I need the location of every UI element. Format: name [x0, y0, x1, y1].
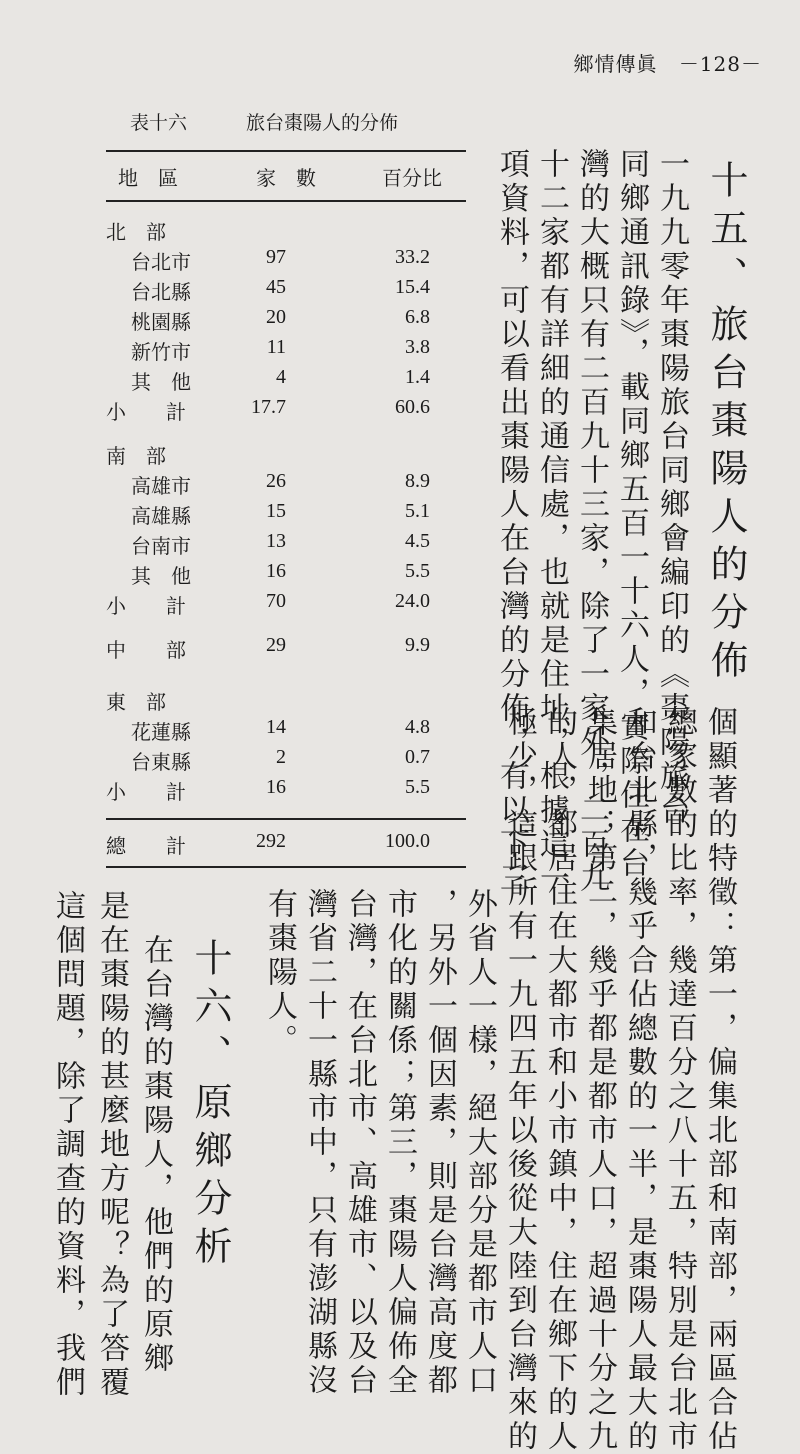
row-count: 292	[256, 830, 286, 852]
row-label: 其 他	[131, 370, 191, 394]
text-column: 台灣，在台北市、高雄市、以及台	[342, 888, 377, 1398]
row-label: 其 他	[131, 564, 191, 588]
row-count: 20	[266, 306, 286, 328]
row-count: 11	[266, 336, 286, 358]
row-percent: 24.0	[395, 590, 430, 612]
text-column: 外省人一樣，絕大部分是都市人口	[462, 888, 497, 1398]
table-bottom-rule	[106, 866, 466, 868]
row-label: 花蓮縣	[131, 720, 191, 744]
table-caption	[130, 108, 460, 135]
table-title: 旅台棗陽人的分佈	[246, 112, 399, 134]
table-row	[106, 776, 476, 806]
row-count: 29	[266, 634, 286, 656]
table-header-rule	[106, 200, 466, 202]
col-header-pct: 百分比	[382, 166, 442, 190]
table-row	[106, 830, 476, 860]
table-row	[106, 634, 476, 664]
row-count: 17.7	[251, 396, 286, 418]
text-column: 的人，都居住在大都市和小市鎮中，住在鄉下的人	[542, 706, 577, 1454]
row-percent: 1.4	[405, 366, 430, 388]
table-row	[106, 470, 476, 500]
page-number: －128－	[678, 52, 762, 76]
row-percent: 5.1	[405, 500, 430, 522]
row-label: 高雄市	[131, 474, 191, 498]
text-column: 有棗陽人。	[262, 888, 297, 1058]
row-count: 16	[266, 560, 286, 582]
table-row	[106, 746, 476, 776]
text-column: 灣省二十一縣市中，只有澎湖縣沒	[302, 888, 337, 1398]
table-row	[106, 500, 476, 530]
row-percent: 4.5	[405, 530, 430, 552]
row-label: 台北市	[131, 250, 191, 274]
text-column: 是在棗陽的甚麼地方呢？為了答覆	[94, 890, 129, 1400]
table-number: 表十六	[130, 112, 188, 134]
text-column: 同鄉通訊錄》，載同鄉五百一十六人，實際住在台	[614, 148, 649, 881]
row-percent: 6.8	[405, 306, 430, 328]
row-count: 45	[266, 276, 286, 298]
row-label: 總 計	[106, 834, 186, 858]
row-percent: 5.5	[405, 776, 430, 798]
table-row	[106, 530, 476, 560]
row-label: 南 部	[106, 444, 166, 468]
row-label: 高雄縣	[131, 504, 191, 528]
table-row	[106, 560, 476, 590]
row-percent: 0.7	[405, 746, 430, 768]
row-percent: 8.9	[405, 470, 430, 492]
table-row	[106, 440, 476, 470]
row-count: 4	[276, 366, 286, 388]
row-label: 小 計	[106, 780, 186, 804]
text-column: 項資料，可以看出棗陽人在台灣的分佈，有以下三	[494, 148, 529, 896]
row-label: 小 計	[106, 594, 186, 618]
table-row	[106, 590, 476, 620]
text-column: 集居地；第二，幾乎都是都市人口，超過十分之九	[582, 706, 617, 1454]
table-row	[106, 396, 476, 426]
row-label: 中 部	[106, 638, 186, 662]
row-count: 97	[266, 246, 286, 268]
col-header-count: 家 數	[256, 166, 316, 190]
row-percent: 33.2	[395, 246, 430, 268]
row-percent: 4.8	[405, 716, 430, 738]
table-row	[106, 716, 476, 746]
text-column: 總家數的比率，幾達百分之八十五，特別是台北市	[662, 706, 697, 1454]
row-label: 台南市	[131, 534, 191, 558]
table-row	[106, 366, 476, 396]
text-column: 這個問題，除了調查的資料，我們	[50, 890, 85, 1400]
table-row	[106, 686, 476, 716]
text-column: 極少，這跟所有一九四五年以後從大陸到台灣來的	[502, 706, 537, 1454]
table-header-row	[106, 162, 476, 192]
text-column: 灣的大概只有二百九十三家，除了一家外，二百九	[574, 148, 609, 896]
row-count: 70	[266, 590, 286, 612]
section-16-heading: 十六、原鄉分析	[188, 938, 232, 1274]
row-label: 小 計	[106, 400, 186, 424]
text-column: 在台灣的棗陽人，他們的原鄉	[138, 934, 173, 1376]
section-15-heading: 十五、旅台棗陽人的分佈	[704, 160, 748, 688]
table-total-rule	[106, 818, 466, 820]
row-percent: 100.0	[385, 830, 430, 852]
row-percent: 60.6	[395, 396, 430, 418]
row-percent: 9.9	[405, 634, 430, 656]
table-row	[106, 216, 476, 246]
table-row	[106, 336, 476, 366]
running-header	[573, 48, 762, 77]
row-label: 桃園縣	[131, 310, 191, 334]
row-count: 15	[266, 500, 286, 522]
row-label: 台東縣	[131, 750, 191, 774]
row-label: 台北縣	[131, 280, 191, 304]
text-column: 和台北縣，幾乎合佔總數的一半，是棗陽人最大的	[622, 706, 657, 1454]
row-count: 14	[266, 716, 286, 738]
text-column: 一九九零年棗陽旅台同鄉會編印的《棗陽旅台	[654, 148, 689, 828]
row-count: 13	[266, 530, 286, 552]
text-column: 個顯著的特徵：第一，偏集北部和南部，兩區合佔	[702, 706, 737, 1454]
table-top-rule	[106, 150, 466, 152]
text-column: 市化的關係；第三，棗陽人偏佈全	[382, 888, 417, 1398]
table-row	[106, 306, 476, 336]
row-percent: 3.8	[405, 336, 430, 358]
row-label: 東 部	[106, 690, 166, 714]
text-column: 十二家都有詳細的通信處，也就是住址，根據這一	[534, 148, 569, 896]
row-percent: 15.4	[395, 276, 430, 298]
row-count: 2	[276, 746, 286, 768]
row-percent: 5.5	[405, 560, 430, 582]
row-label: 新竹市	[131, 340, 191, 364]
row-count: 16	[266, 776, 286, 798]
table-row	[106, 246, 476, 276]
col-header-region: 地 區	[118, 166, 178, 190]
row-label: 北 部	[106, 220, 166, 244]
series-title: 鄉情傳眞	[573, 52, 658, 76]
table-row	[106, 276, 476, 306]
row-count: 26	[266, 470, 286, 492]
text-column: ，另外一個因素，則是台灣高度都	[422, 888, 457, 1398]
